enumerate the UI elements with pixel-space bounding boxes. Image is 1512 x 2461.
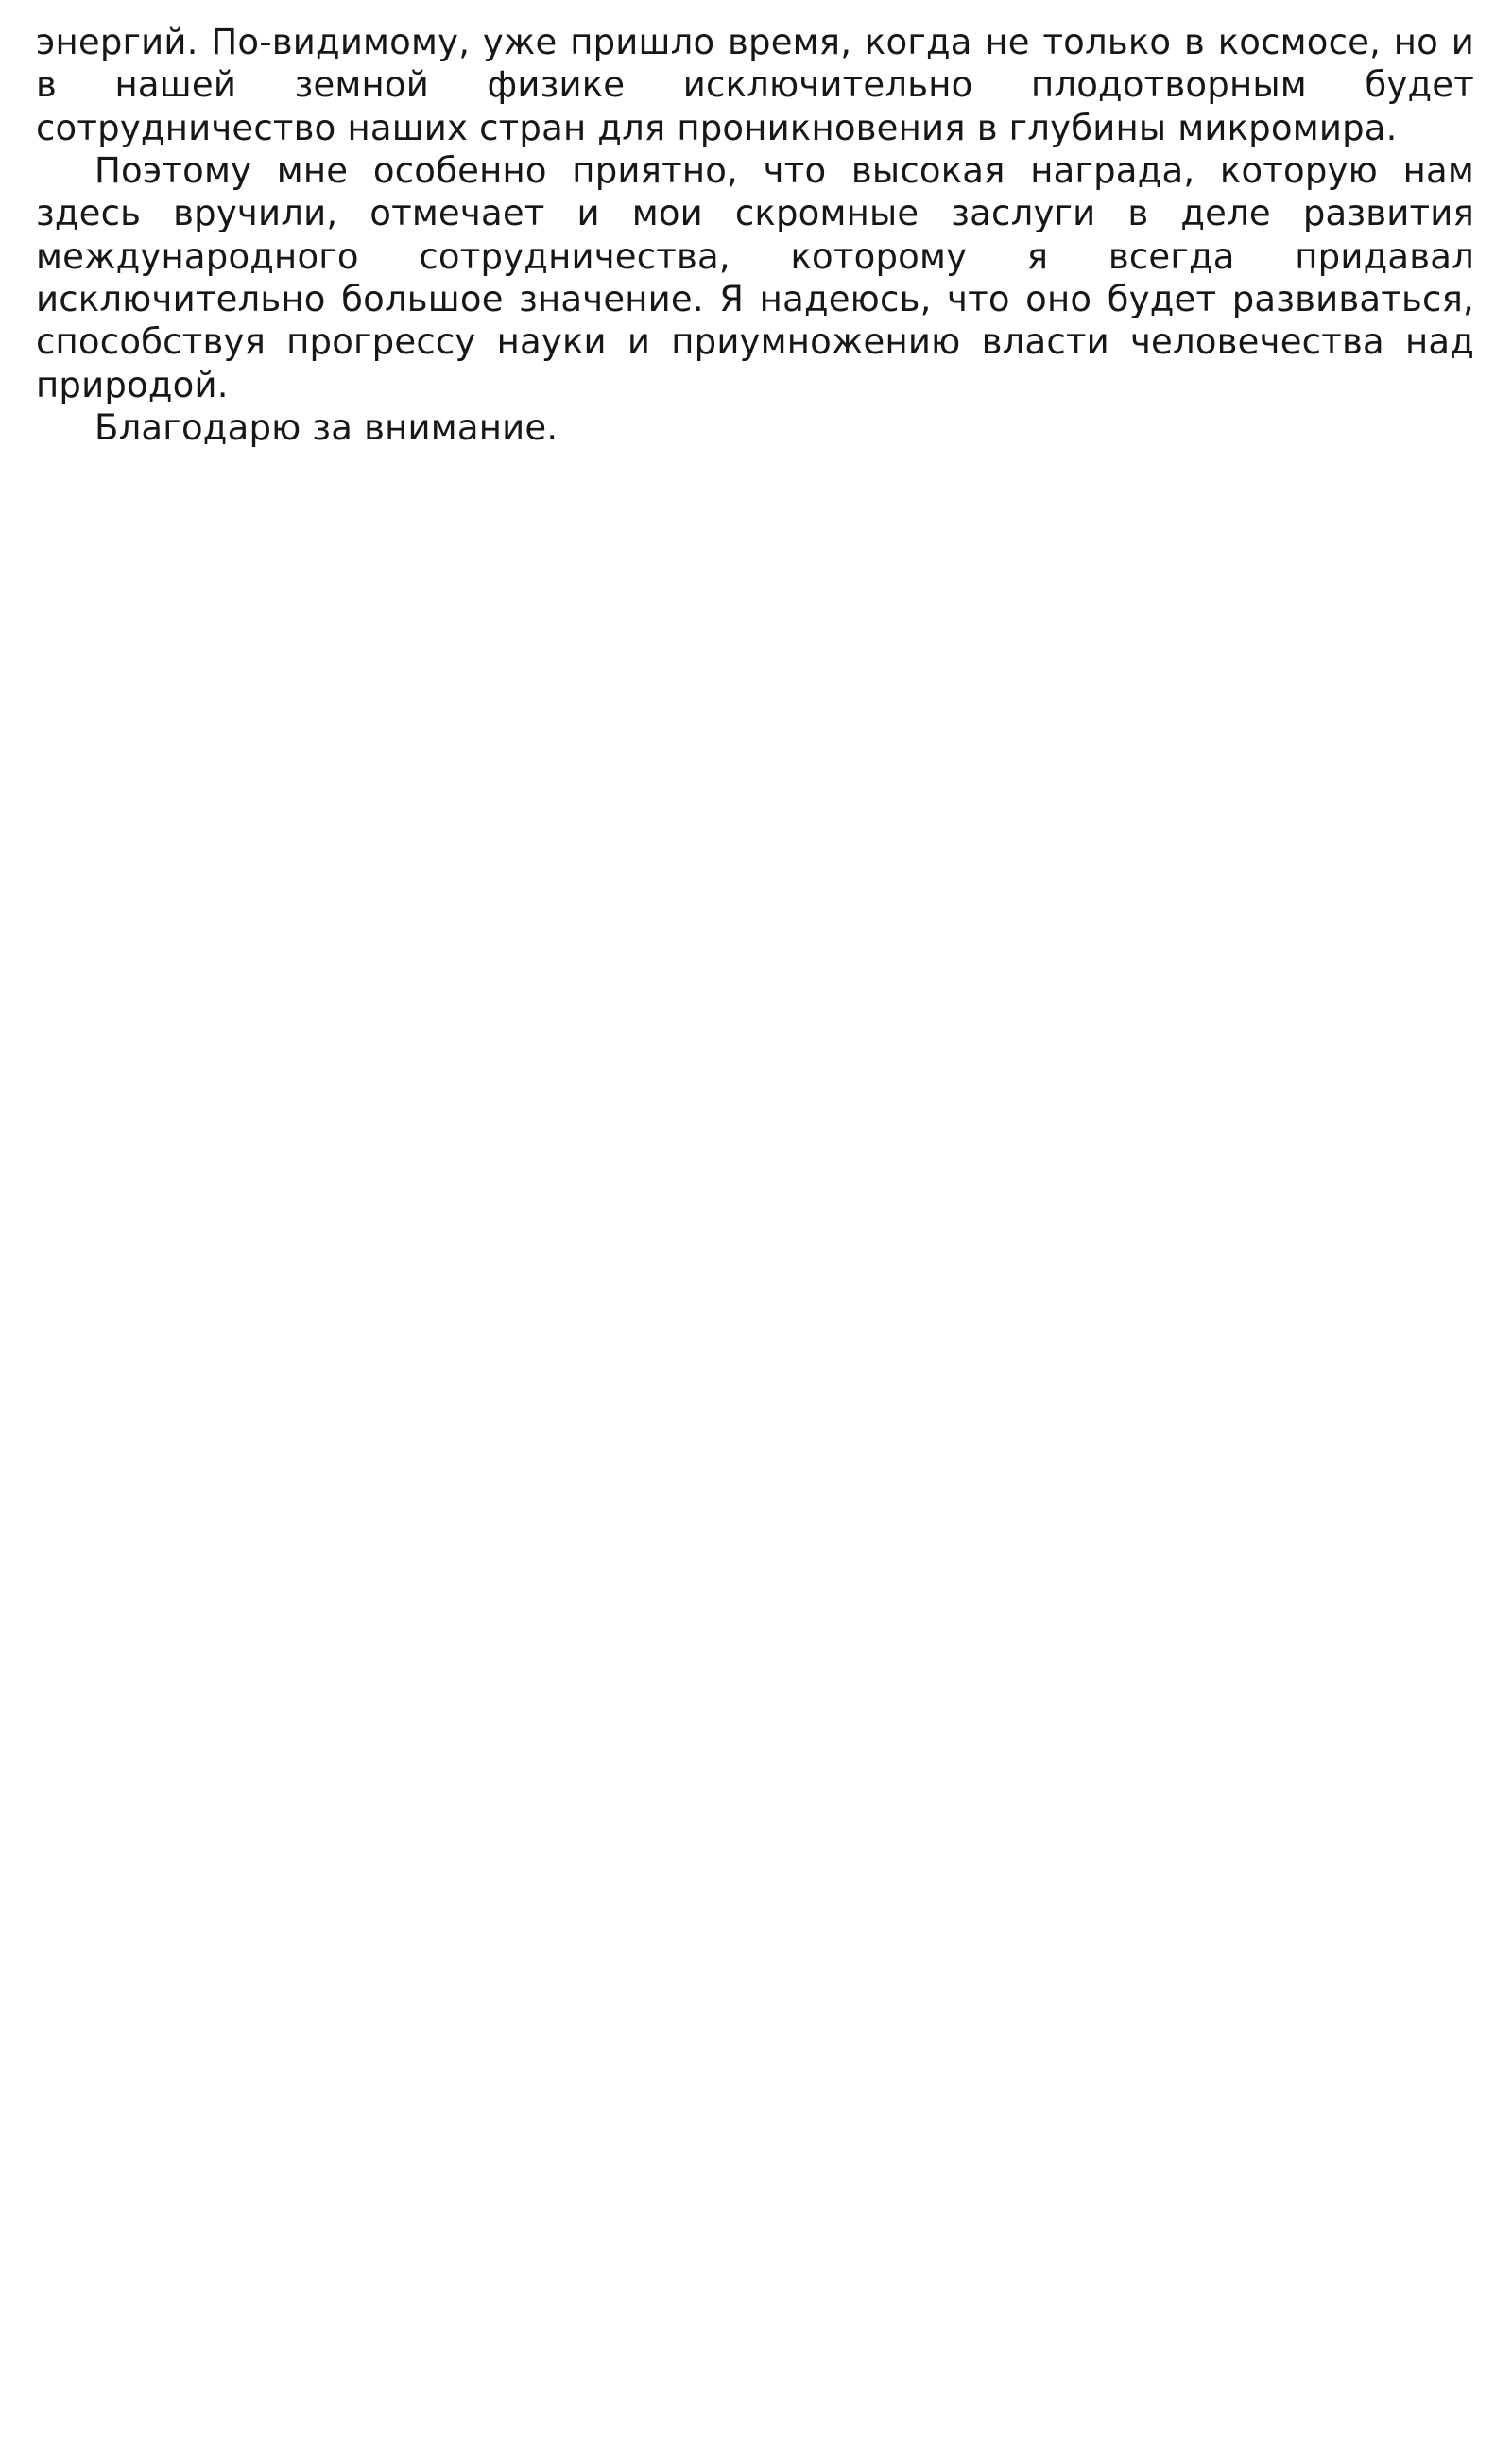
paragraph-continued: энергий. По-видимому, уже пришло время, когда не только в космосе, но и в нашей земной физике исключительно плодотворным будет сотрудничество наших стран для проникновения в глубины микромира. xyxy=(36,22,1474,148)
paragraph-gratitude: Поэтому мне особенно приятно, что высокая награда, которую нам здесь вручили, отмечает и мои скромные заслуги в деле развития международного сотрудничества, которому я всегда придавал исключительно большое значение. Я надеюсь, что оно будет развиваться, способствуя прогрессу науки и приумножению власти человечества над природой. xyxy=(36,149,1474,405)
body-text xyxy=(36,21,1474,449)
paragraph-closing: Благодарю за внимание. xyxy=(94,406,558,448)
